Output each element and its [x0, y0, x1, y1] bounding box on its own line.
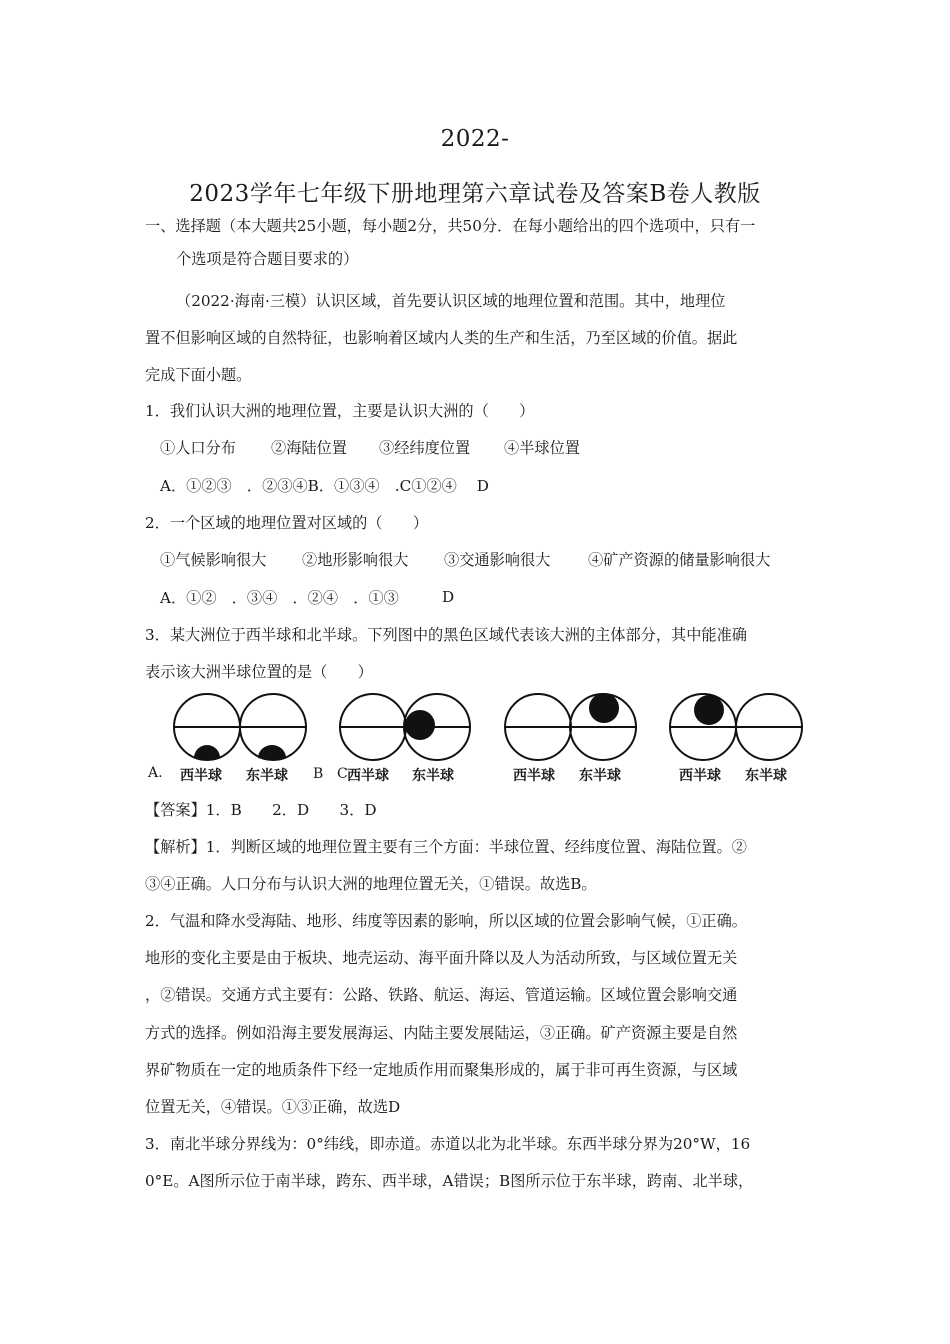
intro-line-3: 完成下面小题。: [145, 366, 252, 384]
q2-item-3: ③交通影响很大: [444, 551, 551, 569]
document-title-line2: 2023学年七年级下册地理第六章试卷及答案B卷人教版: [189, 181, 761, 207]
q1-stem: 1．我们认识大洲的地理位置，主要是认识大洲的（ ）: [145, 402, 535, 420]
figure-a-west-mass: [194, 745, 220, 760]
analysis-line-8: 位置无关，④错误。①③正确，故选D: [145, 1098, 401, 1116]
q2-options: A．①② ．③④ ．②④ ．①③: [160, 589, 399, 607]
figure-c-west-label: 西半球: [513, 768, 555, 784]
analysis-line-5: ，②错误。交通方式主要有：公路、铁路、航运、海运、管道运输。区域位置会影响交通: [145, 986, 738, 1004]
figure-d-west-label: 西半球: [679, 768, 721, 784]
figure-d: [670, 694, 802, 760]
analysis-line-2: ③④正确。人口分布与认识大洲的地理位置无关，①错误。故选B。: [145, 875, 597, 893]
figure-a-letter: A.: [148, 765, 163, 781]
figure-c-letter: C: [337, 766, 348, 782]
figure-d-east-label: 东半球: [745, 768, 787, 784]
figure-a-west-label: 西半球: [180, 768, 222, 784]
figure-a-east-label: 东半球: [246, 768, 288, 784]
q1-item-1: ①人口分布: [160, 439, 236, 457]
q2-options-tail: D: [442, 588, 455, 606]
analysis-line-6: 方式的选择。例如沿海主要发展海运、内陆主要发展陆运，③正确。矿产资源主要是自然: [145, 1024, 738, 1042]
q3-stem-line1: 3．某大洲位于西半球和北半球。下列图中的黑色区域代表该大洲的主体部分，其中能准确: [145, 626, 747, 644]
figure-c-mass: [589, 693, 619, 723]
q1-item-2: ②海陆位置: [271, 439, 347, 457]
answer-line: 【答案】1．B 2．D 3．D: [145, 801, 377, 819]
q3-stem-line2: 表示该大洲半球位置的是（ ）: [145, 663, 373, 681]
q2-item-2: ②地形影响很大: [302, 551, 409, 569]
figure-d-mass: [694, 695, 724, 725]
analysis-line-9: 3．南北半球分界线为：0°纬线，即赤道。赤道以北为北半球。东西半球分界为20°W，16: [145, 1135, 751, 1153]
figure-b: [340, 694, 470, 760]
document-title-line1: 2022-: [440, 126, 510, 152]
q1-item-4: ④半球位置: [504, 439, 580, 457]
analysis-line-1: 【解析】1．判断区域的地理位置主要有三个方面：半球位置、经纬度位置、海陆位置。②: [145, 838, 747, 856]
analysis-line-3: 2．气温和降水受海陆、地形、纬度等因素的影响，所以区域的位置会影响气候，①正确。: [145, 912, 747, 930]
q1-items: [160, 438, 580, 458]
q2-item-4: ④矿产资源的储量影响很大: [588, 551, 771, 569]
q1-options: A．①②③ ．②③④B．①③④ .C①②④ D: [160, 477, 489, 495]
section-heading: 一、选择题（本大题共25小题，每小题2分，共50分．在每小题给出的四个选项中，只有一: [145, 217, 756, 235]
figure-a: [174, 694, 306, 760]
figure-b-mass: [405, 710, 435, 740]
figure-c: [505, 693, 636, 760]
figure-b-west-label: 西半球: [347, 768, 389, 784]
q2-item-1: ①气候影响很大: [160, 551, 267, 569]
analysis-line-10: 0°E。A图所示位于南半球，跨东、西半球，A错误；B图所示位于东半球，跨南、北半球，: [145, 1172, 754, 1190]
q2-items: [160, 550, 770, 570]
intro-line-1: （2022·海南·三模）认识区域，首先要认识区域的地理位置和范围。其中，地理位: [176, 292, 726, 310]
q2-stem: 2．一个区域的地理位置对区域的（ ）: [145, 514, 429, 532]
intro-line-2: 置不但影响区域的自然特征，也影响着区域内人类的生产和生活，乃至区域的价值。据此: [145, 329, 738, 347]
figure-c-east-label: 东半球: [579, 768, 621, 784]
figure-b-east-label: 东半球: [412, 768, 454, 784]
analysis-line-7: 界矿物质在一定的地质条件下经一定地质作用而聚集形成的，属于非可再生资源，与区域: [145, 1061, 738, 1079]
q1-item-3: ③经纬度位置: [379, 439, 471, 457]
figure-b-letter: B: [313, 766, 324, 782]
section-heading-cont: 个选项是符合题目要求的）: [176, 250, 359, 268]
analysis-line-4: 地形的变化主要是由于板块、地壳运动、海平面升降以及人为活动所致，与区域位置无关: [145, 949, 738, 967]
figure-a-east-mass: [258, 745, 286, 760]
